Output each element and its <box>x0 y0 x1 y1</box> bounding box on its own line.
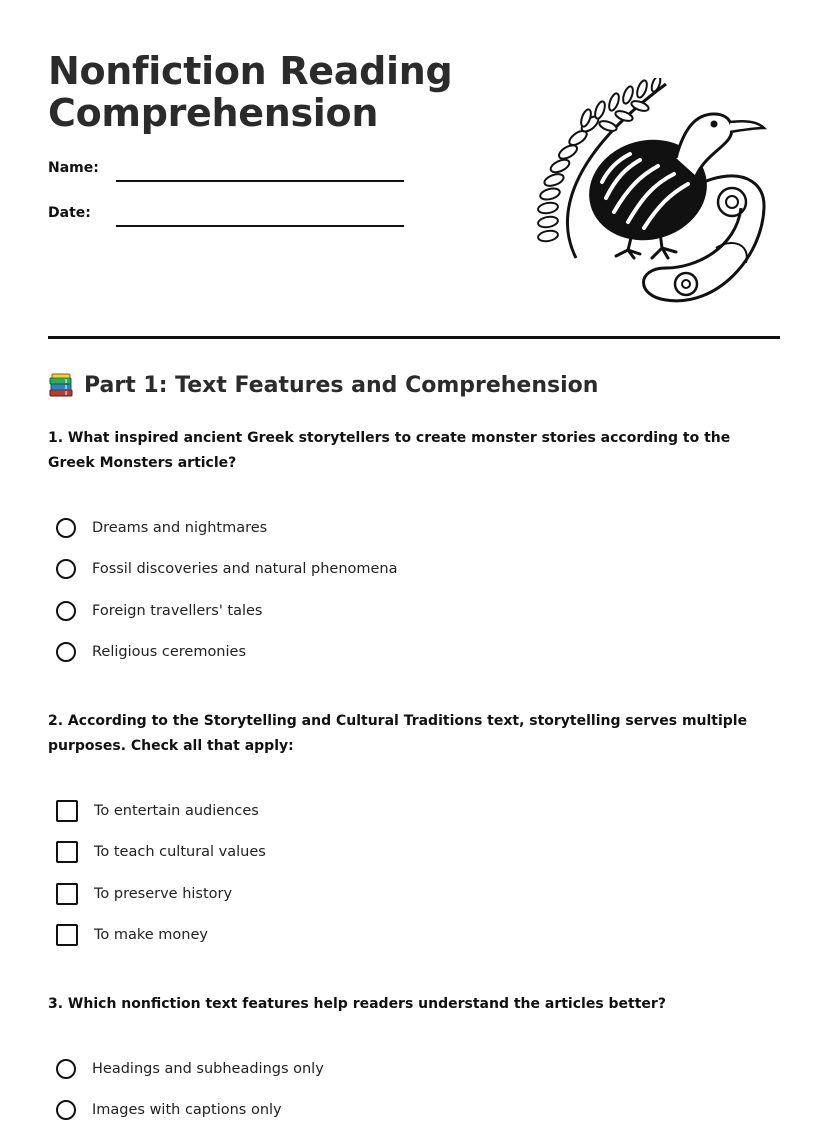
section-title: Part 1: Text Features and Comprehension <box>84 373 598 398</box>
option[interactable] <box>56 549 398 591</box>
option[interactable] <box>56 1048 324 1090</box>
radio-button[interactable] <box>56 518 76 538</box>
question-2: 2. According to the Storytelling and Cultural Traditions text, storytelling serves multiple purposes. Check all that apply: <box>48 709 780 759</box>
radio-button[interactable] <box>56 1100 76 1120</box>
option-label: To entertain audiences <box>94 803 259 819</box>
option[interactable] <box>56 507 398 549</box>
option-label: Images with captions only <box>92 1102 282 1118</box>
date-label: Date: <box>48 205 91 221</box>
option[interactable] <box>56 1090 324 1131</box>
question-1-options <box>56 507 398 673</box>
option-label: Foreign travellers' tales <box>92 603 263 619</box>
radio-button[interactable] <box>56 642 76 662</box>
option[interactable] <box>56 590 398 632</box>
option[interactable] <box>56 790 266 832</box>
name-field[interactable] <box>116 180 404 182</box>
name-field-row <box>48 160 408 184</box>
date-field-row <box>48 205 408 229</box>
header-divider <box>48 336 780 339</box>
checkbox[interactable] <box>56 924 78 946</box>
option-label: Religious ceremonies <box>92 644 246 660</box>
checkbox[interactable] <box>56 841 78 863</box>
question-2-options <box>56 790 266 956</box>
option[interactable] <box>56 632 398 674</box>
question-1: 1. What inspired ancient Greek storytellers to create monster stories according to the Greek Monsters article? <box>48 426 780 476</box>
option-label: To make money <box>94 927 208 943</box>
date-field[interactable] <box>116 225 404 227</box>
section-heading <box>48 372 598 398</box>
page-title: Nonfiction Reading Comprehension <box>48 50 468 134</box>
radio-button[interactable] <box>56 559 76 579</box>
checkbox[interactable] <box>56 800 78 822</box>
books-icon <box>48 372 74 398</box>
option[interactable] <box>56 915 266 957</box>
radio-button[interactable] <box>56 601 76 621</box>
checkbox[interactable] <box>56 883 78 905</box>
question-3: 3. Which nonfiction text features help readers understand the articles better? <box>48 992 780 1017</box>
option[interactable] <box>56 873 266 915</box>
option-label: Dreams and nightmares <box>92 520 267 536</box>
name-label: Name: <box>48 160 99 176</box>
question-3-options <box>56 1048 324 1131</box>
option-label: To teach cultural values <box>94 844 266 860</box>
option-label: Headings and subheadings only <box>92 1061 324 1077</box>
radio-button[interactable] <box>56 1059 76 1079</box>
option-label: To preserve history <box>94 886 232 902</box>
kiwi-fern-illustration <box>536 78 768 310</box>
option[interactable] <box>56 832 266 874</box>
option-label: Fossil discoveries and natural phenomena <box>92 561 398 577</box>
